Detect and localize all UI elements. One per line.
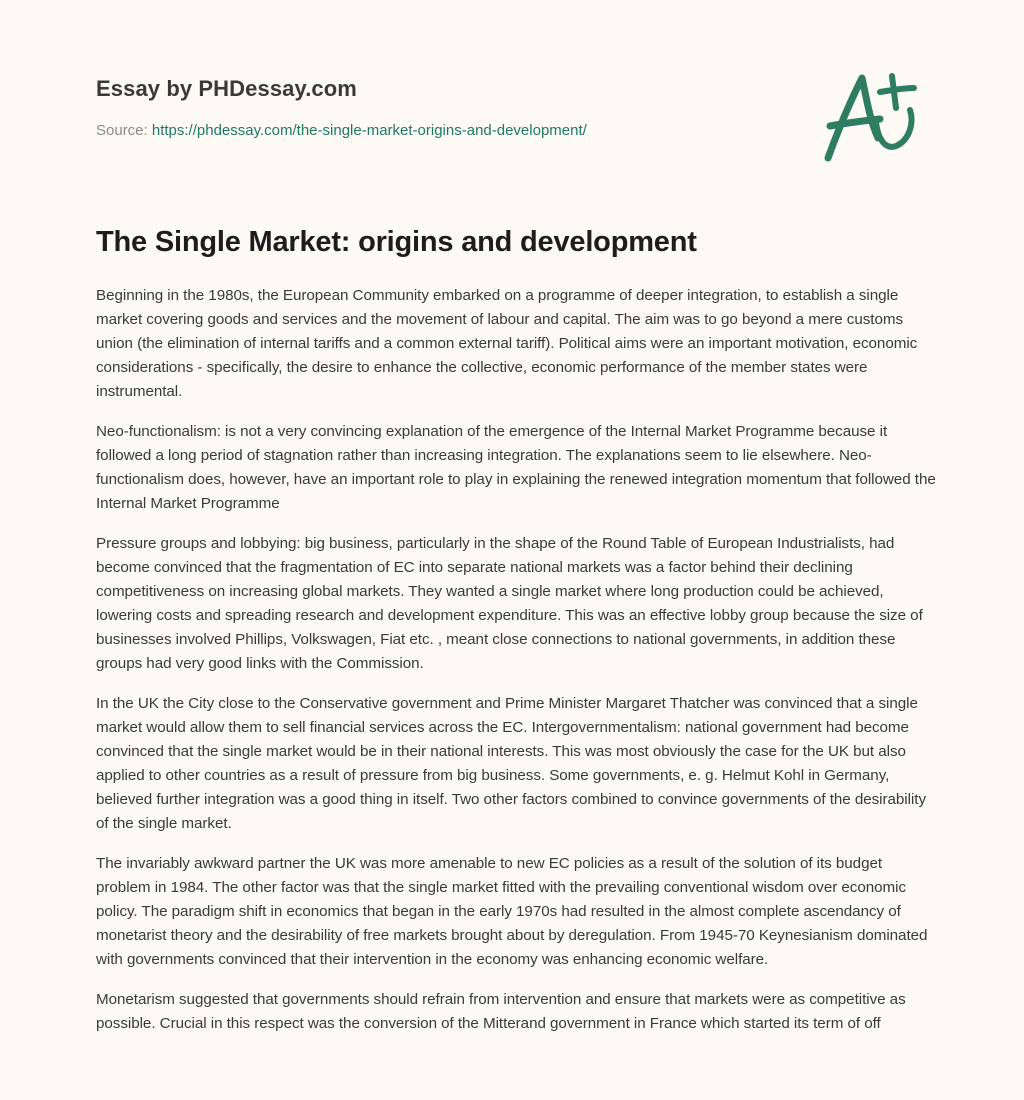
- source-label: Source:: [96, 122, 148, 139]
- essay-paragraph: The invariably awkward partner the UK was more amenable to new EC policies as a result of the solution of its budget problem in 1984. The other factor was that the single market fitted with the prevailing conventional wisdom over economic policy. The paradigm shift in economics that began in the early 1970s had resulted in the almost complete ascendancy of monetarist theory and the desirability of free markets brought about by deregulation. From 1945-70 Keynesianism dominated with governments convinced that their intervention in the economy was enhancing economic welfare.: [96, 855, 928, 968]
- source-link[interactable]: https://phdessay.com/the-single-market-origins-and-development/: [151, 122, 587, 139]
- essay-body: [96, 284, 936, 1052]
- essay-title: The Single Market: origins and development: [96, 226, 697, 258]
- essay-paragraph: Neo-functionalism: is not a very convincing explanation of the emergence of the Internal Market Programme because it followed a long period of stagnation rather than increasing integration. The explanations seem to lie elsewhere. Neo-functionalism does, however, have an important role to play in explaining the renewed integration momentum that followed the Internal Market Programme: [96, 423, 936, 512]
- essay-paragraph: Beginning in the 1980s, the European Community embarked on a programme of deeper integration, to establish a single market covering goods and services and the movement of labour and capital. The aim was to go beyond a mere customs union (the elimination of internal tariffs and a common external tariff). Political aims were an important motivation, economic considerations - specifically, the desire to enhance the collective, economic performance of the member states were instrumental.: [96, 287, 918, 400]
- essay-paragraph: Pressure groups and lobbying: big business, particularly in the shape of the Round Table of European Industrialists, had become convinced that the fragmentation of EC into separate national markets was a factor behind their declining competitiveness on increasing global markets. They wanted a single market where long production could be achieved, lowering costs and spreading research and development expenditure. This was an effective lobby group because the size of businesses involved Phillips, Volkswagen, Fiat etc. , meant close connections to national governments, in addition these groups had very good links with the Commission.: [96, 535, 923, 672]
- essay-paragraph: Monetarism suggested that governments should refrain from intervention and ensure that markets were as competitive as possible. Crucial in this respect was the conversion of the Mitterand government in France which started its term of off: [96, 991, 906, 1032]
- source-line: [96, 122, 587, 139]
- page-header: [96, 0, 928, 200]
- a-plus-grade-icon: [822, 66, 926, 166]
- site-title: Essay by PHDessay.com: [96, 76, 357, 101]
- essay-paragraph: In the UK the City close to the Conservative government and Prime Minister Margaret Thatcher was convinced that a single market would allow them to sell financial services across the EC. Intergovernmentalism: national government had become convinced that the single market would be in their national interests. This was most obviously the case for the UK but also applied to other countries as a result of pressure from big business. Some governments, e. g. Helmut Kohl in Germany, believed further integration was a good thing in itself. Two other factors combined to convince governments of the desirability of the single market.: [96, 695, 926, 832]
